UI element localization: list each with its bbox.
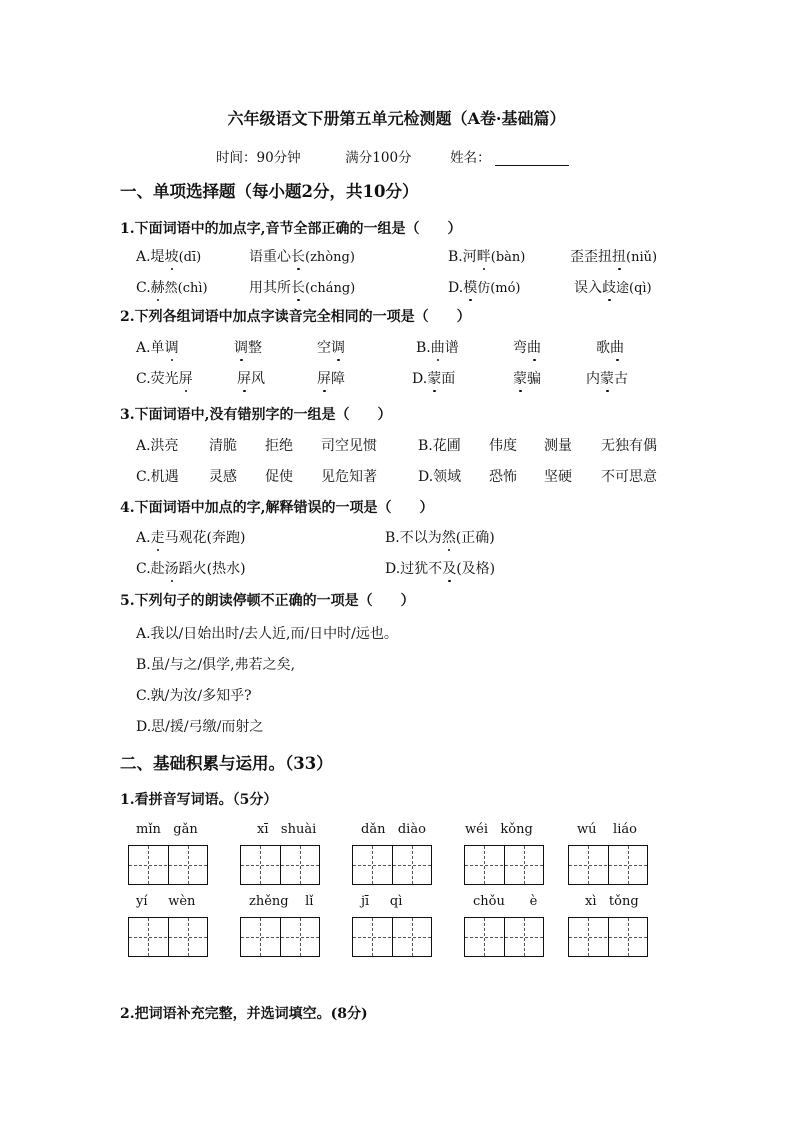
q4-stem: 4.下面词语中加点的字,解释错误的一项是（ ） — [120, 500, 434, 516]
section1-heading: 一、单项选择题（每小题2分，共10分） — [120, 182, 419, 201]
q2-option: 屏障 — [317, 371, 345, 387]
q2-option: 歌曲 — [596, 340, 624, 356]
writing-box[interactable] — [128, 917, 208, 957]
q3-word: C.机遇 — [136, 469, 179, 485]
q3-word: 灵感 — [209, 469, 237, 485]
q4-option-b: B.不以为然(正确) — [385, 530, 495, 546]
section2-heading: 二、基础积累与运用。（33） — [120, 754, 333, 773]
pinyin-label: mǐn gǎn — [136, 822, 198, 837]
pinyin-label: yí wèn — [136, 894, 196, 909]
q1-option: C.赫然(chì) — [136, 280, 208, 296]
page-title: 六年级语文下册第五单元检测题（A卷·基础篇） — [227, 109, 566, 128]
q3-word: 见危知著 — [321, 469, 377, 485]
pinyin-label: wú liáo — [577, 822, 637, 837]
q2-option: 蒙骗 — [513, 371, 541, 387]
writing-box[interactable] — [464, 845, 544, 885]
pinyin-label: chǒu è — [473, 894, 538, 909]
q2-option: A.单调 — [136, 340, 179, 356]
q3-word: 坚硬 — [544, 469, 572, 485]
exam-meta — [216, 146, 569, 166]
s2-q2-stem: 2.把词语补充完整，并选词填空。(8分) — [120, 1006, 368, 1022]
q4-option-c: C.赴汤蹈火(热水) — [136, 561, 246, 577]
q2-option: 屏风 — [237, 371, 265, 387]
q1-stem: 1.下面词语中的加点字,音节全部正确的一组是（ ） — [120, 221, 462, 237]
q2-option: B.曲谱 — [416, 340, 459, 356]
q2-option: C.荧光屏 — [136, 371, 193, 387]
exam-score: 满分100分 — [345, 150, 412, 166]
q4-option-d: D.过犹不及(及格) — [385, 561, 496, 577]
q3-word: 恐怖 — [489, 469, 517, 485]
q5-option: C.孰/为汝/多知乎? — [136, 688, 252, 704]
writing-box[interactable] — [352, 845, 432, 885]
q1-option: D.模仿(mó) — [448, 280, 521, 296]
q3-word: B.花圃 — [418, 438, 461, 454]
q3-word: 清脆 — [209, 438, 237, 454]
q2-option: 空调 — [317, 340, 345, 356]
writing-box[interactable] — [240, 917, 320, 957]
q5-stem: 5.下列句子的朗读停顿不正确的一项是（ ） — [120, 593, 415, 609]
q3-word: 不可思意 — [601, 469, 657, 485]
name-blank[interactable] — [495, 151, 569, 166]
q1-option: B.河畔(bàn) — [448, 249, 526, 265]
pinyin-label: dǎn diào — [361, 822, 426, 837]
q3-word: D.领域 — [418, 469, 462, 485]
q1-option: 误入歧途(qì) — [574, 280, 652, 296]
writing-box[interactable] — [128, 845, 208, 885]
q5-option: A.我以/日始出时/去人近,而/日中时/远也。 — [136, 626, 398, 642]
pinyin-label: zhěng lǐ — [249, 894, 314, 909]
q3-word: 司空见惯 — [321, 438, 377, 454]
q3-word: 伟度 — [489, 438, 517, 454]
pinyin-label: xì tǒng — [585, 894, 639, 909]
q3-word: 促使 — [265, 469, 293, 485]
q3-stem: 3.下面词语中,没有错别字的一组是（ ） — [120, 407, 392, 423]
q2-option: D.蒙面 — [412, 371, 456, 387]
q2-option: 调整 — [234, 340, 262, 356]
q3-word: 拒绝 — [265, 438, 293, 454]
q2-option: 内蒙古 — [586, 371, 628, 387]
pinyin-label: jī qì — [361, 894, 403, 909]
q2-option: 弯曲 — [513, 340, 541, 356]
q3-word: 无独有偶 — [601, 438, 657, 454]
q5-option: D.思/援/弓缴/而射之 — [136, 719, 264, 735]
pinyin-label: wéi kǒng — [465, 822, 533, 837]
q2-stem: 2.下列各组词语中加点字读音完全相同的一项是（ ） — [120, 309, 471, 325]
q1-option: 语重心长(zhòng) — [249, 249, 355, 265]
name-label: 姓名： — [450, 150, 491, 166]
writing-box[interactable] — [568, 845, 648, 885]
q1-option: 歪歪扭扭(niǔ) — [570, 249, 658, 265]
q1-option: A.堤坡(dī) — [136, 249, 202, 265]
s2-q1-stem: 1.看拼音写词语。（5分） — [120, 792, 278, 808]
q3-word: A.洪亮 — [136, 438, 179, 454]
writing-box[interactable] — [568, 917, 648, 957]
writing-box[interactable] — [464, 917, 544, 957]
exam-time: 时间：90分钟 — [216, 150, 301, 166]
q1-option: 用其所长(cháng) — [249, 280, 356, 296]
writing-box[interactable] — [352, 917, 432, 957]
q3-word: 测量 — [544, 438, 572, 454]
q5-option: B.虽/与之/俱学,弗若之矣, — [136, 657, 296, 673]
q4-option-a: A.走马观花(奔跑) — [136, 530, 246, 546]
writing-box[interactable] — [240, 845, 320, 885]
pinyin-label: xī shuài — [257, 822, 317, 837]
